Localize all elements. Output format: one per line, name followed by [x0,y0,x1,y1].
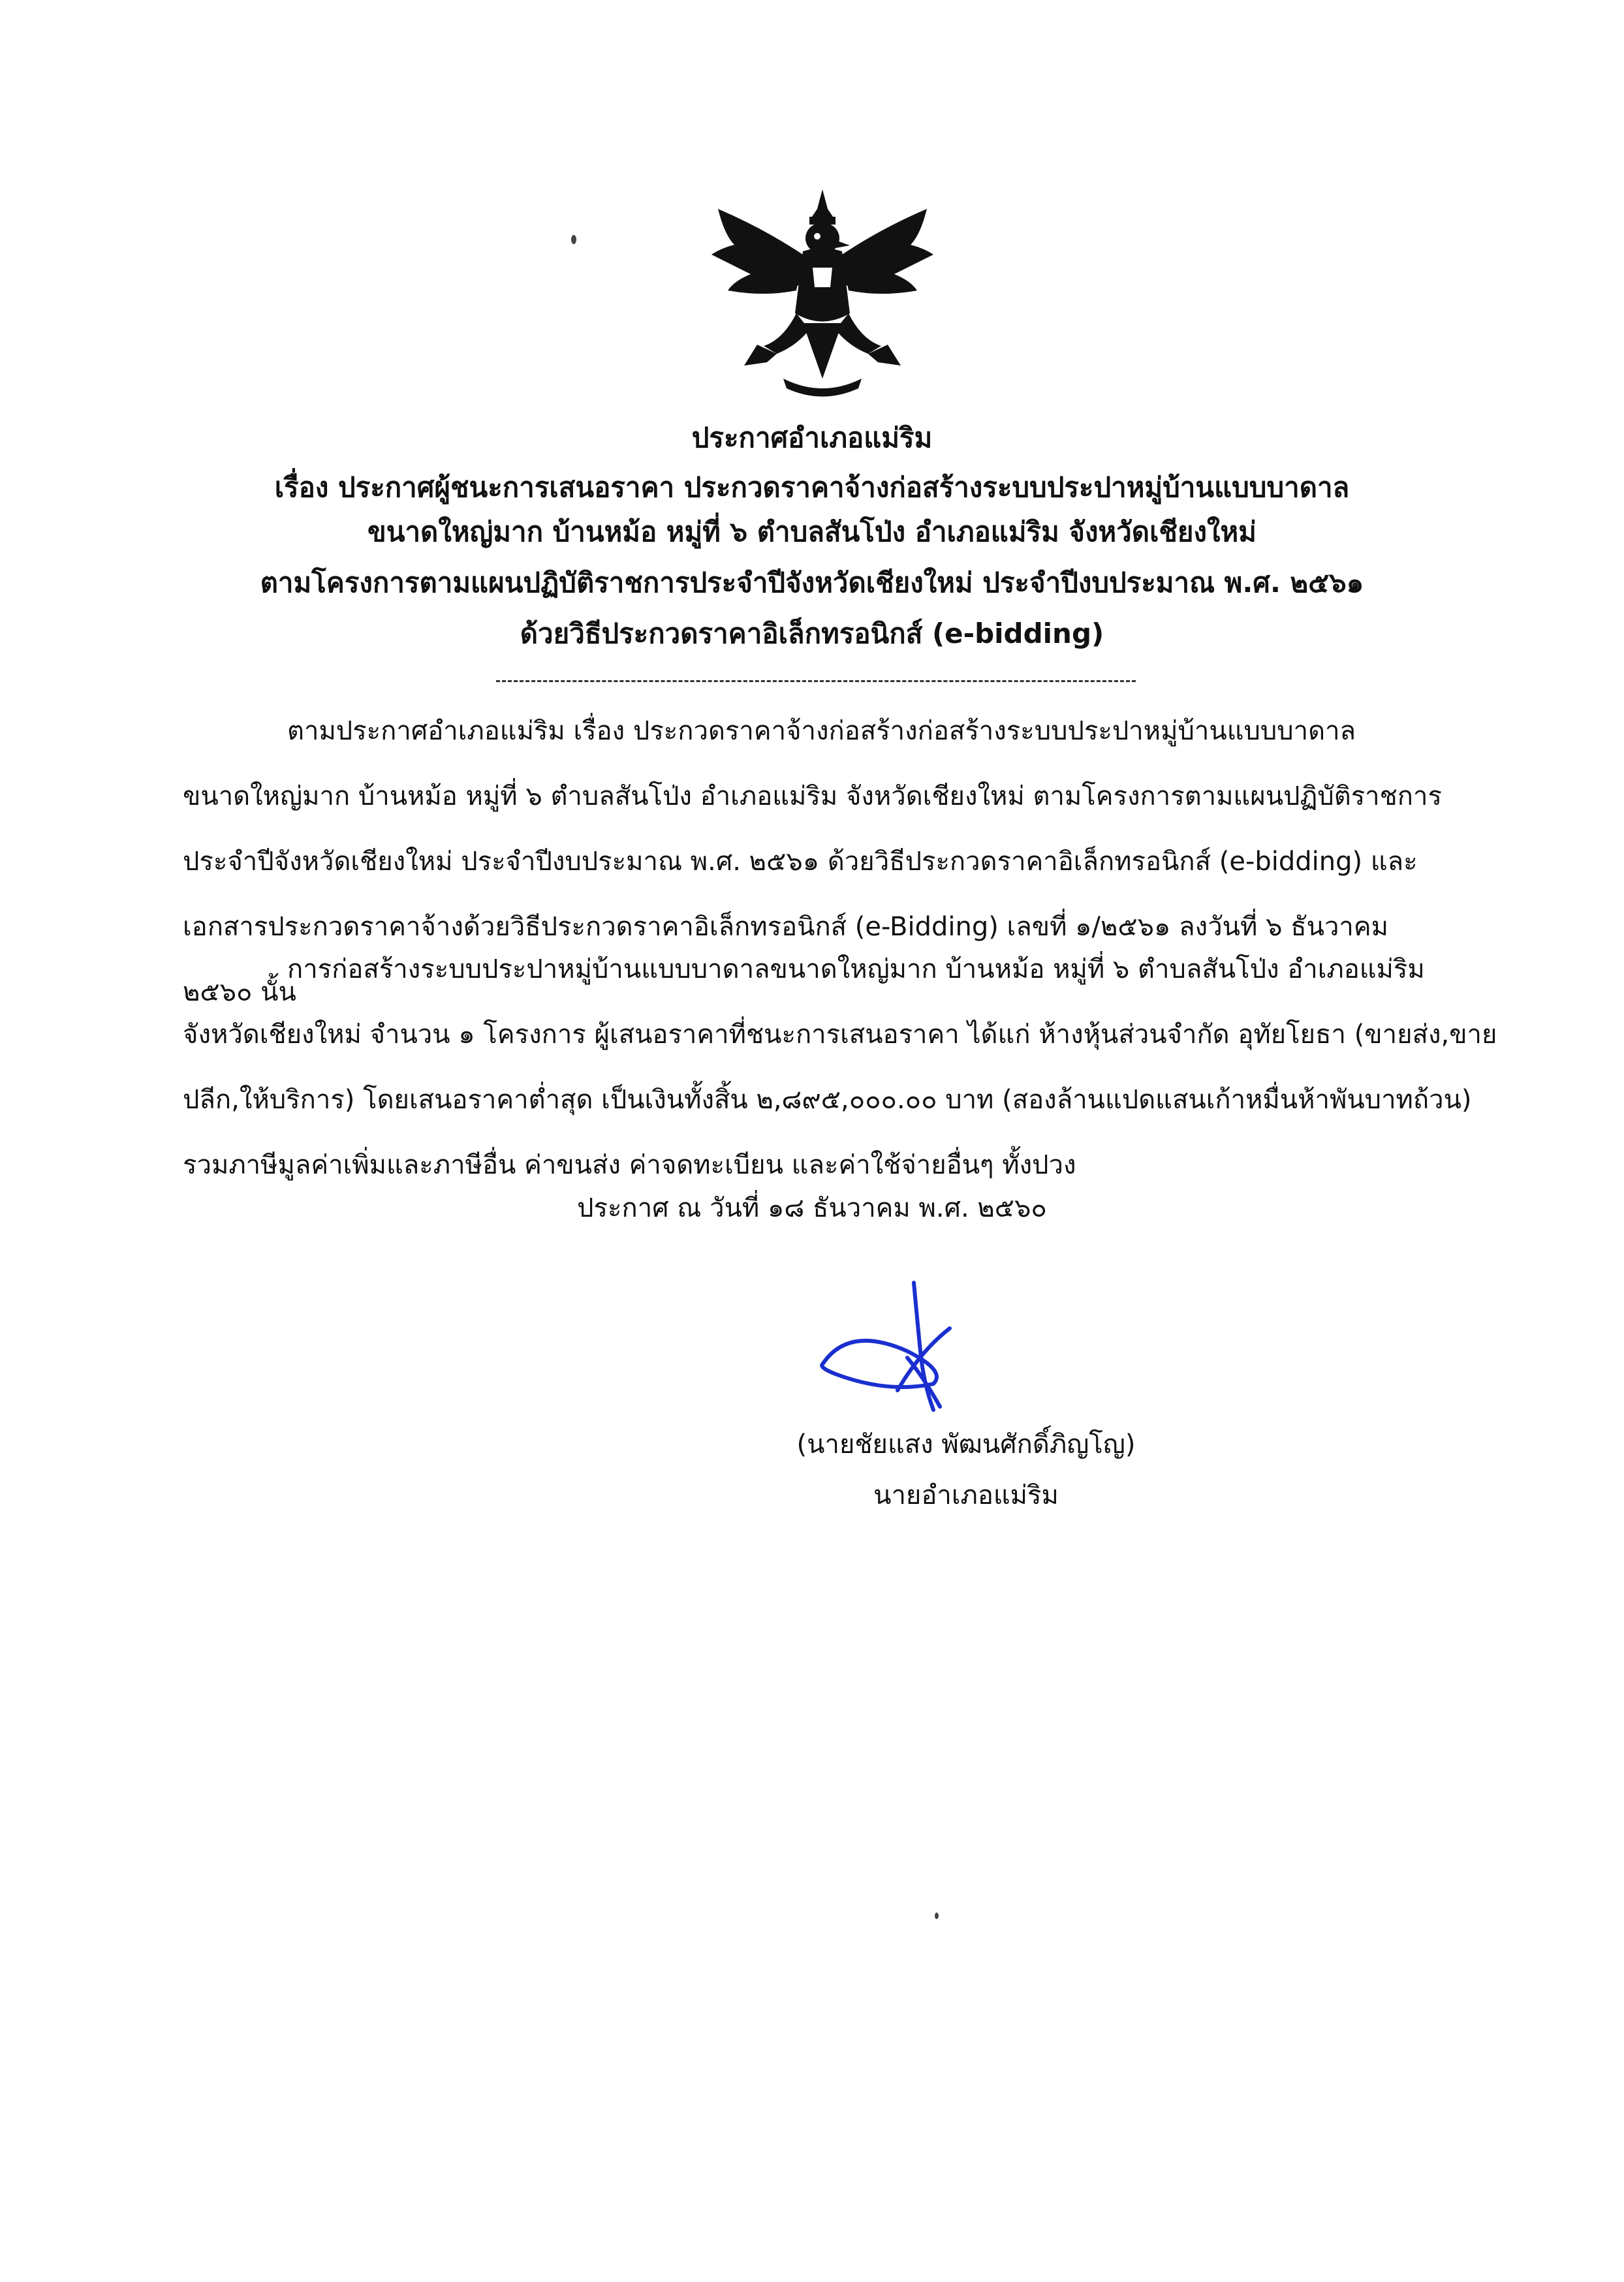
paragraph-1-line-3: ประจำปีจังหวัดเชียงใหม่ ประจำปีงบประมาณ พ.ศ. ๒๕๖๑ ด้วยวิธีประกวดราคาอิเล็กทรอนิกส์ (e-bidding) และ [183,847,1418,877]
signer-name: (นายชัยแสง พัฒนศักดิ์ภิญโญ) [796,1430,1136,1460]
paragraph-2-line-1: การก่อสร้างระบบประปาหมู่บ้านแบบบาดาลขนาดใหญ่มาก บ้านหม้อ หมู่ที่ ๖ ตำบลสันโป่ง อำเภอแม่ริม [287,954,1425,984]
header-divider [496,680,1136,682]
header-subject-line-1: เรื่อง ประกาศผู้ชนะการเสนอราคา ประกวดราคาจ้างก่อสร้างระบบประปาหมู่บ้านแบบบาดาล [274,471,1350,503]
paragraph-1-line-4: เอกสารประกวดราคาจ้างด้วยวิธีประกวดราคาอิเล็กทรอนิกส์ (e-Bidding) เลขที่ ๑/๒๕๖๑ ลงวันที่ ๖ ธันวาคม [183,912,1388,942]
header-subject-line-4: ด้วยวิธีประกวดราคาอิเล็กทรอนิกส์ (e-bidding) [520,617,1104,649]
paragraph-2-line-2: จังหวัดเชียงใหม่ จำนวน ๑ โครงการ ผู้เสนอราคาที่ชนะการเสนอราคา ได้แก่ ห้างหุ้นส่วนจำกัด อุทัยโยธา (ขายส่ง,ขาย [183,1020,1497,1050]
paragraph-2-line-4: รวมภาษีมูลค่าเพิ่มและภาษีอื่น ค่าขนส่ง ค่าจดทะเบียน และค่าใช้จ่ายอื่นๆ ทั้งปวง [183,1150,1076,1180]
paragraph-1-line-2: ขนาดใหญ่มาก บ้านหม้อ หมู่ที่ ๖ ตำบลสันโป่ง อำเภอแม่ริม จังหวัดเชียงใหม่ ตามโครงการตามแผนปฏิบัติราชการ [183,781,1442,811]
header-agency: ประกาศอำเภอแม่ริม [691,422,933,454]
paragraph-2-line-3: ปลีก,ให้บริการ) โดยเสนอราคาต่ำสุด เป็นเงินทั้งสิ้น ๒,๘๙๕,๐๐๐.๐๐ บาท (สองล้านแปดแสนเก้าหมื่นห้าพันบาทถ้วน) [183,1085,1472,1115]
paragraph-1-line-1: ตามประกาศอำเภอแม่ริม เรื่อง ประกวดราคาจ้างก่อสร้างก่อสร้างระบบประปาหมู่บ้านแบบบาดาล [287,716,1356,746]
signer-position: นายอำเภอแม่ริม [873,1480,1059,1510]
header-subject-line-3: ตามโครงการตามแผนปฏิบัติราชการประจำปีจังหวัดเชียงใหม่ ประจำปีงบประมาณ พ.ศ. ๒๕๖๑ [260,567,1364,599]
handwritten-signature [809,1279,1005,1430]
scan-speck [571,235,576,244]
announcement-date: ประกาศ ณ วันที่ ๑๘ ธันวาคม พ.ศ. ๒๕๖๐ [577,1193,1047,1223]
garuda-emblem-icon [705,183,940,405]
header-subject-line-2: ขนาดใหญ่มาก บ้านหม้อ หมู่ที่ ๖ ตำบลสันโป่ง อำเภอแม่ริม จังหวัดเชียงใหม่ [367,516,1257,548]
scan-speck-bottom [935,1913,939,1919]
paragraph-1-line-5: ๒๕๖๐ นั้น [183,977,296,1007]
paragraph-2 [183,937,1497,1198]
